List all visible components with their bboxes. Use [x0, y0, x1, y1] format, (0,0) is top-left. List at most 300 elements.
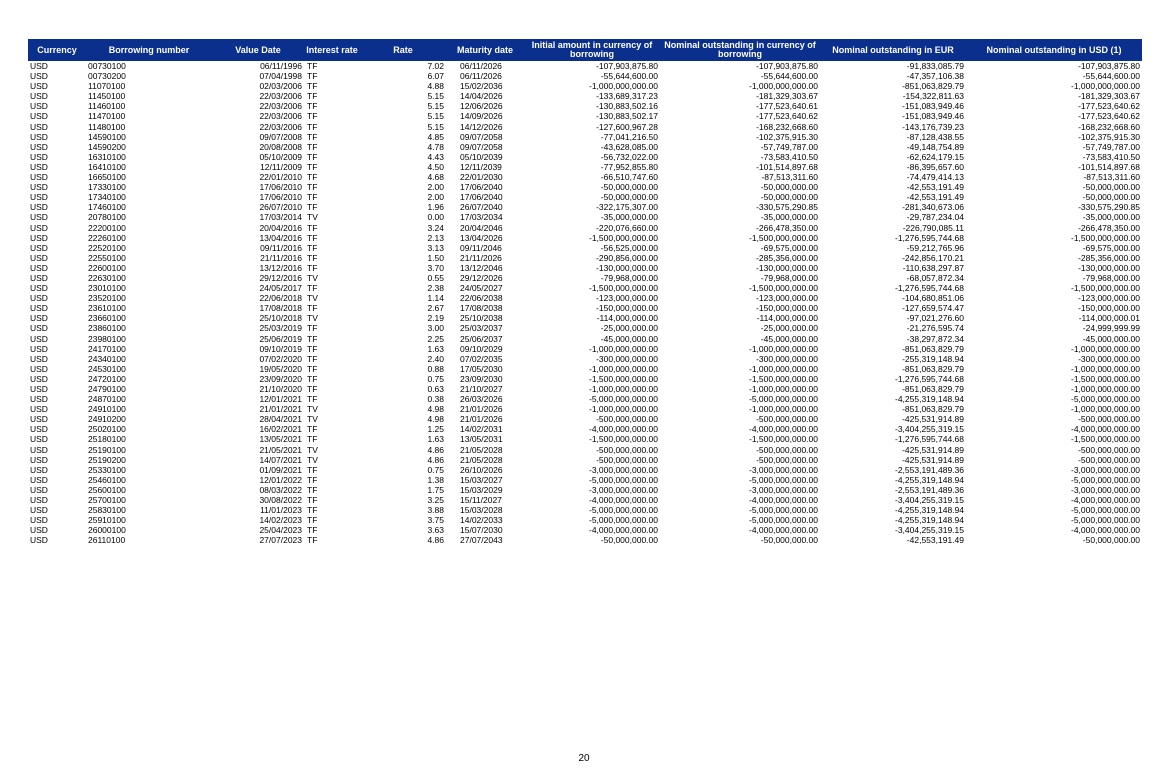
cell-value-date: 13/05/2021: [259, 434, 302, 445]
table-row: [28, 455, 1142, 465]
cell-nominal-outstanding-usd: -3,000,000,000.00: [1070, 484, 1140, 495]
header-maturity-date: Maturity date: [446, 39, 524, 61]
cell-nominal-outstanding-usd: -107,903,875.80: [1078, 61, 1140, 71]
cell-maturity-date: 21/05/2028: [460, 444, 503, 455]
cell-value-date: 30/08/2022: [259, 495, 302, 506]
cell-initial-amount: -1,500,000,000.00: [588, 434, 658, 445]
cell-nominal-outstanding-currency: -55,644,600.00: [760, 71, 818, 82]
cell-value-date: 13/04/2016: [259, 232, 302, 243]
cell-rate: 7.02: [427, 61, 444, 71]
cell-interest-rate: TF: [307, 484, 318, 495]
cell-borrowing-number: 25460100: [88, 474, 126, 485]
cell-value-date: 22/03/2006: [259, 91, 302, 102]
cell-borrowing-number: 23660100: [88, 313, 126, 324]
cell-nominal-outstanding-currency: -3,000,000,000.00: [748, 484, 818, 495]
cell-initial-amount: -500,000,000.00: [596, 414, 658, 425]
cell-currency: USD: [30, 232, 48, 243]
cell-maturity-date: 13/05/2031: [460, 434, 503, 445]
cell-nominal-outstanding-currency: -114,000,000.00: [756, 313, 818, 324]
cell-interest-rate: TF: [307, 71, 318, 82]
cell-interest-rate: TF: [307, 192, 318, 203]
cell-currency: USD: [30, 343, 48, 354]
cell-nominal-outstanding-usd: -177,523,640.62: [1078, 111, 1140, 122]
cell-nominal-outstanding-usd: -73,583,410.50: [1082, 151, 1140, 162]
cell-borrowing-number: 24170100: [88, 343, 126, 354]
cell-nominal-outstanding-currency: -79,968,000.00: [760, 272, 818, 283]
cell-currency: USD: [30, 61, 48, 71]
cell-borrowing-number: 17330100: [88, 182, 126, 193]
cell-nominal-outstanding-currency: -168,232,668.60: [756, 121, 818, 132]
cell-nominal-outstanding-eur: -851,063,829.79: [902, 81, 964, 92]
table-row: [28, 505, 1142, 515]
cell-value-date: 21/01/2021: [259, 404, 302, 415]
cell-currency: USD: [30, 484, 48, 495]
cell-maturity-date: 12/11/2039: [460, 161, 502, 172]
cell-borrowing-number: 16310100: [88, 151, 126, 162]
cell-nominal-outstanding-eur: -62,624,179.15: [906, 151, 964, 162]
cell-interest-rate: TV: [307, 444, 318, 455]
cell-initial-amount: -1,000,000,000.00: [588, 384, 658, 394]
cell-borrowing-number: 20780100: [88, 212, 126, 223]
cell-borrowing-number: 26000100: [88, 525, 126, 536]
cell-borrowing-number: 25330100: [88, 464, 126, 475]
table-row: [28, 61, 1142, 71]
cell-initial-amount: -77,041,216.50: [600, 131, 658, 142]
cell-maturity-date: 27/07/2043: [460, 535, 503, 546]
cell-initial-amount: -45,000,000.00: [600, 333, 658, 344]
cell-nominal-outstanding-eur: -38,297,872.34: [906, 333, 964, 344]
cell-initial-amount: -56,525,000.00: [600, 242, 658, 253]
table-row: [28, 303, 1142, 313]
cell-nominal-outstanding-currency: -1,500,000,000.00: [748, 283, 818, 294]
table-row: [28, 465, 1142, 475]
cell-value-date: 25/04/2023: [259, 525, 302, 536]
cell-nominal-outstanding-eur: -42,553,191.49: [906, 182, 964, 193]
cell-value-date: 22/01/2010: [259, 172, 302, 183]
cell-interest-rate: TF: [307, 91, 318, 102]
cell-borrowing-number: 17460100: [88, 202, 126, 213]
cell-value-date: 14/02/2023: [259, 515, 302, 526]
cell-nominal-outstanding-currency: -150,000,000.00: [756, 303, 818, 314]
cell-nominal-outstanding-usd: -285,356,000.00: [1078, 252, 1140, 263]
cell-interest-rate: TF: [307, 505, 318, 516]
cell-nominal-outstanding-currency: -5,000,000,000.00: [748, 505, 818, 516]
cell-rate: 1.14: [427, 293, 444, 304]
header-borrowing-number: Borrowing number: [86, 39, 212, 61]
cell-nominal-outstanding-usd: -150,000,000.00: [1078, 303, 1140, 314]
cell-interest-rate: TF: [307, 303, 318, 314]
cell-nominal-outstanding-currency: -50,000,000.00: [760, 535, 818, 546]
cell-initial-amount: -50,000,000.00: [600, 192, 658, 203]
cell-borrowing-number: 25180100: [88, 434, 126, 445]
cell-interest-rate: TF: [307, 384, 318, 394]
cell-interest-rate: TF: [307, 495, 318, 506]
table-row: [28, 142, 1142, 152]
cell-initial-amount: -35,000,000.00: [600, 212, 658, 223]
cell-currency: USD: [30, 222, 48, 233]
cell-borrowing-number: 11460100: [88, 101, 126, 112]
header-currency: Currency: [28, 39, 86, 61]
cell-maturity-date: 25/10/2038: [460, 313, 503, 324]
cell-currency: USD: [30, 242, 48, 253]
cell-nominal-outstanding-usd: -1,500,000,000.00: [1070, 434, 1140, 445]
cell-nominal-outstanding-currency: -45,000,000.00: [760, 333, 818, 344]
cell-initial-amount: -300,000,000.00: [596, 353, 658, 364]
cell-nominal-outstanding-eur: -255,319,148.94: [902, 353, 964, 364]
cell-borrowing-number: 24910200: [88, 414, 126, 425]
cell-currency: USD: [30, 91, 48, 102]
cell-initial-amount: -114,000,000.00: [596, 313, 658, 324]
cell-value-date: 25/10/2018: [259, 313, 302, 324]
cell-nominal-outstanding-usd: -1,500,000,000.00: [1070, 283, 1140, 294]
cell-maturity-date: 23/09/2030: [460, 373, 503, 384]
cell-rate: 1.63: [427, 343, 444, 354]
cell-value-date: 02/03/2006: [259, 81, 302, 92]
cell-initial-amount: -3,000,000,000.00: [588, 484, 658, 495]
cell-value-date: 20/04/2016: [259, 222, 302, 233]
cell-value-date: 05/10/2009: [259, 151, 302, 162]
cell-initial-amount: -25,000,000.00: [600, 323, 658, 334]
table-header-row: [28, 39, 1142, 61]
cell-nominal-outstanding-usd: -3,000,000,000.00: [1070, 464, 1140, 475]
cell-nominal-outstanding-eur: -3,404,255,319.15: [894, 495, 964, 506]
cell-maturity-date: 15/11/2027: [460, 495, 502, 506]
cell-nominal-outstanding-currency: -177,523,640.61: [756, 101, 818, 112]
cell-nominal-outstanding-eur: -74,479,414.13: [906, 172, 964, 183]
table-row: [28, 404, 1142, 414]
table-row: [28, 323, 1142, 333]
cell-value-date: 21/10/2020: [259, 384, 302, 394]
cell-maturity-date: 09/11/2046: [460, 242, 502, 253]
cell-currency: USD: [30, 262, 48, 273]
cell-borrowing-number: 24790100: [88, 384, 126, 394]
cell-currency: USD: [30, 535, 48, 546]
cell-value-date: 16/02/2021: [259, 424, 302, 435]
cell-interest-rate: TF: [307, 182, 318, 193]
cell-nominal-outstanding-eur: -59,212,765.96: [906, 242, 964, 253]
cell-nominal-outstanding-usd: -130,000,000.00: [1078, 262, 1140, 273]
cell-borrowing-number: 25910100: [88, 515, 126, 526]
cell-currency: USD: [30, 212, 48, 223]
cell-initial-amount: -56,732,022.00: [600, 151, 658, 162]
cell-borrowing-number: 17340100: [88, 192, 126, 203]
cell-nominal-outstanding-currency: -5,000,000,000.00: [748, 515, 818, 526]
header-nominal-outstanding-eur: Nominal outstanding in EUR: [820, 39, 966, 61]
cell-initial-amount: -150,000,000.00: [596, 303, 658, 314]
cell-initial-amount: -1,000,000,000.00: [588, 404, 658, 415]
cell-rate: 0.63: [427, 384, 444, 394]
cell-nominal-outstanding-currency: -1,500,000,000.00: [748, 373, 818, 384]
table-row: [28, 202, 1142, 212]
table-row: [28, 111, 1142, 121]
cell-maturity-date: 13/04/2026: [460, 232, 503, 243]
cell-maturity-date: 21/05/2028: [460, 454, 503, 465]
table-row: [28, 91, 1142, 101]
cell-rate: 2.00: [427, 182, 444, 193]
cell-rate: 1.63: [427, 434, 444, 445]
cell-currency: USD: [30, 404, 48, 415]
cell-rate: 1.50: [427, 252, 444, 263]
cell-maturity-date: 14/02/2031: [460, 424, 503, 435]
cell-currency: USD: [30, 363, 48, 374]
cell-value-date: 11/01/2023: [260, 505, 302, 516]
cell-currency: USD: [30, 202, 48, 213]
cell-currency: USD: [30, 111, 48, 122]
cell-nominal-outstanding-usd: -1,000,000,000.00: [1070, 363, 1140, 374]
page-number: 20: [578, 753, 590, 764]
cell-nominal-outstanding-currency: -5,000,000,000.00: [748, 394, 818, 405]
cell-initial-amount: -50,000,000.00: [600, 182, 658, 193]
cell-maturity-date: 15/02/2036: [460, 81, 503, 92]
cell-currency: USD: [30, 464, 48, 475]
cell-interest-rate: TF: [307, 464, 318, 475]
cell-nominal-outstanding-usd: -57,749,787.00: [1082, 141, 1140, 152]
cell-currency: USD: [30, 495, 48, 506]
table-row: [28, 263, 1142, 273]
cell-nominal-outstanding-usd: -87,513,311.60: [1083, 172, 1140, 183]
cell-nominal-outstanding-usd: -35,000,000.00: [1082, 212, 1140, 223]
cell-interest-rate: TV: [307, 404, 318, 415]
cell-nominal-outstanding-currency: -1,000,000,000.00: [748, 343, 818, 354]
cell-nominal-outstanding-currency: -3,000,000,000.00: [748, 464, 818, 475]
cell-nominal-outstanding-usd: -4,000,000,000.00: [1070, 495, 1140, 506]
cell-borrowing-number: 11450100: [88, 91, 126, 102]
cell-interest-rate: TF: [307, 525, 318, 536]
cell-nominal-outstanding-usd: -123,000,000.00: [1078, 293, 1140, 304]
cell-nominal-outstanding-eur: -42,553,191.49: [906, 535, 964, 546]
cell-value-date: 22/03/2006: [259, 111, 302, 122]
cell-nominal-outstanding-eur: -42,553,191.49: [906, 192, 964, 203]
cell-initial-amount: -220,076,660.00: [596, 222, 658, 233]
cell-nominal-outstanding-eur: -4,255,319,148.94: [894, 505, 964, 516]
table-row: [28, 424, 1142, 434]
cell-currency: USD: [30, 192, 48, 203]
header-value-date: Value Date: [212, 39, 304, 61]
cell-initial-amount: -5,000,000,000.00: [588, 505, 658, 516]
cell-initial-amount: -5,000,000,000.00: [588, 474, 658, 485]
cell-rate: 3.70: [427, 262, 444, 273]
cell-initial-amount: -123,000,000.00: [596, 293, 658, 304]
cell-maturity-date: 13/12/2046: [460, 262, 503, 273]
cell-interest-rate: TF: [307, 121, 318, 132]
cell-value-date: 22/03/2006: [259, 121, 302, 132]
cell-nominal-outstanding-usd: -330,575,290.85: [1078, 202, 1140, 213]
cell-currency: USD: [30, 303, 48, 314]
cell-nominal-outstanding-usd: -50,000,000.00: [1082, 192, 1140, 203]
cell-rate: 6.07: [427, 71, 444, 82]
cell-nominal-outstanding-currency: -4,000,000,000.00: [748, 525, 818, 536]
cell-interest-rate: TV: [307, 212, 318, 223]
cell-nominal-outstanding-eur: -151,083,949.46: [902, 111, 964, 122]
cell-currency: USD: [30, 474, 48, 485]
cell-value-date: 07/04/1998: [259, 71, 302, 82]
cell-nominal-outstanding-eur: -851,063,829.79: [902, 384, 964, 394]
cell-initial-amount: -43,628,085.00: [600, 141, 658, 152]
cell-borrowing-number: 23980100: [88, 333, 126, 344]
cell-rate: 3.75: [427, 515, 444, 526]
cell-maturity-date: 15/07/2030: [460, 525, 503, 536]
cell-value-date: 09/10/2019: [259, 343, 302, 354]
cell-maturity-date: 26/07/2040: [460, 202, 503, 213]
cell-nominal-outstanding-usd: -1,000,000,000.00: [1070, 404, 1140, 415]
cell-value-date: 17/06/2010: [259, 182, 302, 193]
cell-value-date: 12/01/2021: [259, 394, 302, 405]
cell-borrowing-number: 22520100: [88, 242, 126, 253]
cell-value-date: 28/04/2021: [259, 414, 302, 425]
table-row: [28, 434, 1142, 444]
cell-borrowing-number: 00730100: [88, 61, 126, 71]
cell-value-date: 01/09/2021: [259, 464, 302, 475]
cell-nominal-outstanding-usd: -50,000,000.00: [1082, 535, 1140, 546]
table-body: [28, 61, 1142, 546]
table-row: [28, 293, 1142, 303]
cell-maturity-date: 17/08/2038: [460, 303, 503, 314]
cell-rate: 2.38: [427, 283, 444, 294]
cell-nominal-outstanding-usd: -114,000,000.01: [1078, 313, 1140, 324]
cell-rate: 1.25: [427, 424, 444, 435]
cell-nominal-outstanding-currency: -1,500,000,000.00: [748, 434, 818, 445]
cell-currency: USD: [30, 101, 48, 112]
cell-borrowing-number: 00730200: [88, 71, 126, 82]
cell-maturity-date: 15/03/2028: [460, 505, 503, 516]
cell-rate: 4.85: [427, 131, 444, 142]
cell-maturity-date: 24/05/2027: [460, 283, 503, 294]
cell-currency: USD: [30, 71, 48, 82]
cell-nominal-outstanding-eur: -425,531,914.89: [902, 444, 964, 455]
cell-interest-rate: TF: [307, 232, 318, 243]
cell-currency: USD: [30, 414, 48, 425]
cell-rate: 0.00: [427, 212, 444, 223]
cell-initial-amount: -133,689,317.23: [596, 91, 658, 102]
cell-maturity-date: 14/09/2026: [460, 111, 503, 122]
cell-nominal-outstanding-usd: -45,000,000.00: [1082, 333, 1140, 344]
cell-nominal-outstanding-eur: -4,255,319,148.94: [894, 474, 964, 485]
cell-interest-rate: TF: [307, 333, 318, 344]
cell-interest-rate: TF: [307, 262, 318, 273]
cell-initial-amount: -107,903,875.80: [596, 61, 658, 71]
cell-interest-rate: TF: [307, 394, 318, 405]
cell-initial-amount: -1,000,000,000.00: [588, 81, 658, 92]
cell-nominal-outstanding-currency: -500,000,000.00: [756, 454, 818, 465]
cell-interest-rate: TV: [307, 414, 318, 425]
header-rate: Rate: [360, 39, 446, 61]
cell-initial-amount: -127,600,967.28: [596, 121, 658, 132]
cell-interest-rate: TF: [307, 252, 318, 263]
cell-nominal-outstanding-usd: -24,999,999.99: [1082, 323, 1140, 334]
cell-currency: USD: [30, 454, 48, 465]
cell-nominal-outstanding-usd: -1,000,000,000.00: [1070, 384, 1140, 394]
table-row: [28, 243, 1142, 253]
cell-value-date: 19/05/2020: [259, 363, 302, 374]
cell-rate: 4.50: [427, 161, 444, 172]
cell-nominal-outstanding-currency: -1,000,000,000.00: [748, 363, 818, 374]
table-row: [28, 212, 1142, 222]
cell-maturity-date: 21/10/2027: [460, 384, 503, 394]
cell-value-date: 17/06/2010: [259, 192, 302, 203]
cell-rate: 4.88: [427, 81, 444, 92]
cell-interest-rate: TF: [307, 81, 318, 92]
cell-nominal-outstanding-eur: -151,083,949.46: [902, 101, 964, 112]
header-interest-rate: Interest rate: [304, 39, 360, 61]
cell-nominal-outstanding-eur: -21,276,595.74: [906, 323, 964, 334]
cell-value-date: 17/03/2014: [259, 212, 302, 223]
cell-rate: 4.86: [427, 535, 444, 546]
cell-rate: 3.63: [427, 525, 444, 536]
cell-interest-rate: TF: [307, 222, 318, 233]
cell-currency: USD: [30, 353, 48, 364]
cell-maturity-date: 06/11/2026: [460, 71, 502, 82]
cell-value-date: 26/07/2010: [259, 202, 302, 213]
table-row: [28, 374, 1142, 384]
cell-rate: 1.75: [427, 484, 444, 495]
cell-rate: 1.38: [427, 474, 444, 485]
cell-nominal-outstanding-currency: -50,000,000.00: [760, 192, 818, 203]
table-row: [28, 495, 1142, 505]
cell-maturity-date: 25/06/2037: [460, 333, 503, 344]
cell-rate: 5.15: [427, 121, 444, 132]
table-row: [28, 233, 1142, 243]
cell-nominal-outstanding-usd: -79,968,000.00: [1082, 272, 1140, 283]
cell-initial-amount: -4,000,000,000.00: [588, 495, 658, 506]
cell-borrowing-number: 23610100: [88, 303, 126, 314]
cell-rate: 3.13: [427, 242, 444, 253]
cell-maturity-date: 12/06/2026: [460, 101, 503, 112]
cell-currency: USD: [30, 333, 48, 344]
cell-interest-rate: TV: [307, 293, 318, 304]
cell-nominal-outstanding-eur: -1,276,595,744.68: [894, 232, 964, 243]
cell-rate: 4.86: [427, 454, 444, 465]
cell-initial-amount: -130,883,502.17: [596, 111, 658, 122]
cell-borrowing-number: 24340100: [88, 353, 126, 364]
cell-nominal-outstanding-eur: -154,322,811.63: [902, 91, 964, 102]
cell-rate: 5.15: [427, 111, 444, 122]
cell-initial-amount: -1,500,000,000.00: [588, 232, 658, 243]
cell-maturity-date: 05/10/2039: [460, 151, 503, 162]
table-row: [28, 81, 1142, 91]
cell-borrowing-number: 24870100: [88, 394, 126, 405]
cell-nominal-outstanding-usd: -5,000,000,000.00: [1070, 394, 1140, 405]
table-row: [28, 344, 1142, 354]
cell-interest-rate: TF: [307, 474, 318, 485]
cell-nominal-outstanding-currency: -123,000,000.00: [756, 293, 818, 304]
cell-rate: 2.40: [427, 353, 444, 364]
cell-nominal-outstanding-eur: -1,276,595,744.68: [894, 283, 964, 294]
cell-initial-amount: -290,856,000.00: [596, 252, 658, 263]
cell-nominal-outstanding-currency: -50,000,000.00: [760, 182, 818, 193]
cell-interest-rate: TF: [307, 202, 318, 213]
cell-nominal-outstanding-currency: -4,000,000,000.00: [748, 424, 818, 435]
cell-currency: USD: [30, 182, 48, 193]
cell-currency: USD: [30, 515, 48, 526]
cell-value-date: 29/12/2016: [259, 272, 302, 283]
cell-currency: USD: [30, 121, 48, 132]
header-nominal-outstanding-currency: Nominal outstanding in currency of borrowing: [660, 39, 820, 61]
cell-nominal-outstanding-eur: -851,063,829.79: [902, 363, 964, 374]
cell-initial-amount: -500,000,000.00: [596, 454, 658, 465]
cell-interest-rate: TF: [307, 161, 318, 172]
cell-nominal-outstanding-usd: -181,329,303.67: [1078, 91, 1140, 102]
table-row: [28, 283, 1142, 293]
table-row: [28, 162, 1142, 172]
cell-initial-amount: -130,883,502.16: [596, 101, 658, 112]
cell-initial-amount: -4,000,000,000.00: [588, 424, 658, 435]
cell-borrowing-number: 11470100: [88, 111, 126, 122]
cell-interest-rate: TF: [307, 323, 318, 334]
cell-currency: USD: [30, 525, 48, 536]
cell-interest-rate: TF: [307, 424, 318, 435]
cell-value-date: 08/03/2022: [259, 484, 302, 495]
cell-value-date: 25/03/2019: [259, 323, 302, 334]
